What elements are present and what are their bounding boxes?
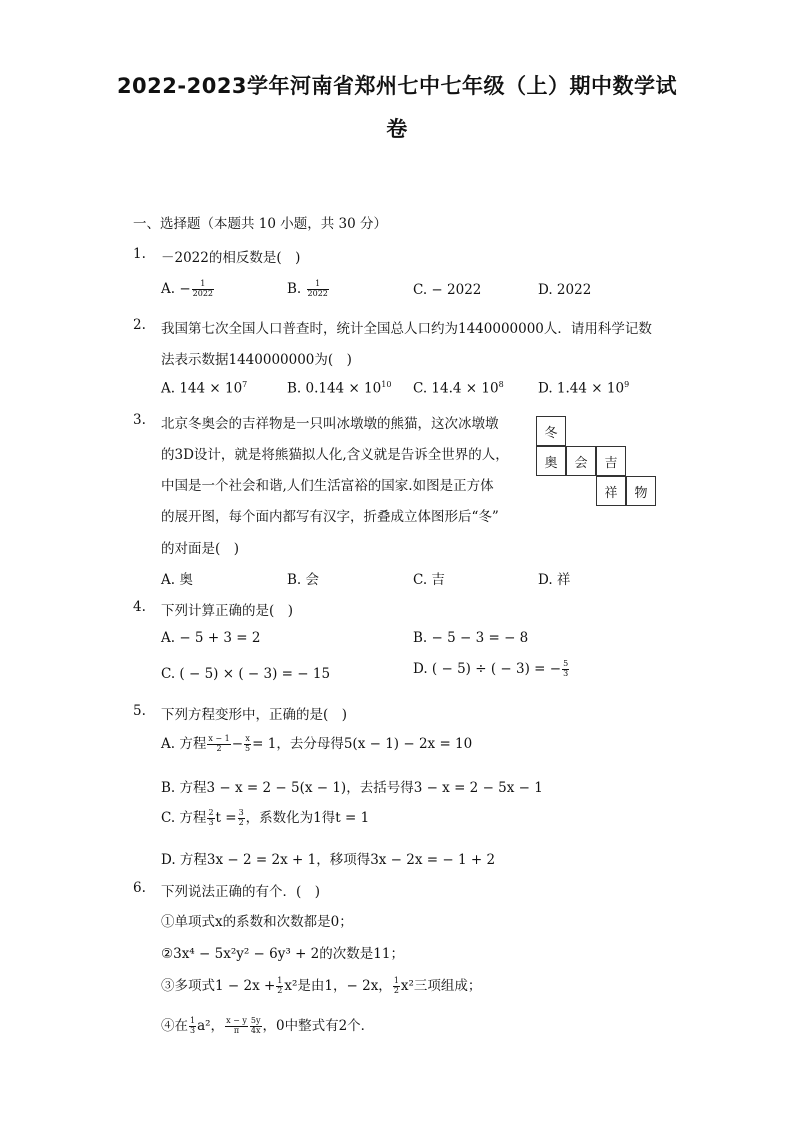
question-number: 3. xyxy=(133,412,146,428)
denominator: 5 xyxy=(245,744,251,753)
option-text: B. 0.144 × 10 xyxy=(287,380,382,397)
option-c: C. 吉 xyxy=(413,572,445,588)
question-number: 4. xyxy=(133,599,146,615)
page-title-continued: 卷 xyxy=(386,117,408,141)
option-c xyxy=(413,380,504,397)
statement-text: ④在 xyxy=(161,1018,188,1034)
numerator: x xyxy=(245,734,250,744)
fraction xyxy=(307,280,329,299)
option-d: D. 祥 xyxy=(538,572,571,588)
net-face: 吉 xyxy=(596,446,626,476)
option-label: B. xyxy=(287,280,302,297)
option-text: t = xyxy=(215,810,237,826)
question-stem: 下列方程变形中，正确的是( ) xyxy=(161,707,348,723)
question-stem: －2022的相反数是( ) xyxy=(161,250,301,266)
option-d xyxy=(413,660,570,679)
numerator: 5 xyxy=(563,659,569,668)
question-stem: 下列说法正确的有个．( ) xyxy=(161,884,321,900)
net-face: 冬 xyxy=(536,416,566,446)
option-a: A. − 5 + 3 = 2 xyxy=(161,630,261,646)
denominator: 4x xyxy=(250,1026,261,1035)
fraction xyxy=(244,735,251,754)
section-heading: 一、选择题（本题共 10 小题，共 30 分） xyxy=(133,216,388,232)
net-face: 祥 xyxy=(596,476,626,506)
numerator: 1 xyxy=(192,280,214,290)
option-b xyxy=(287,280,330,299)
operator: − xyxy=(231,736,244,752)
option-c: C. ( − 5) × ( − 3) = − 15 xyxy=(161,666,331,682)
question-stem-line: 中国是一个社会和谐,人们生活富裕的国家.如图是正方体 xyxy=(161,478,494,494)
numerator: 5y xyxy=(250,1016,261,1026)
numerator: x − y xyxy=(226,1016,247,1026)
option-b: B. 会 xyxy=(287,572,320,588)
numerator: 1 xyxy=(307,280,329,290)
numerator: x − 1 xyxy=(208,734,230,744)
option-text: A. 方程 xyxy=(161,736,207,752)
statement-1: ①单项式x的系数和次数都是0； xyxy=(161,914,353,930)
statement-text: ，0中整式有2个． xyxy=(262,1018,375,1034)
fraction xyxy=(238,809,245,828)
statement-text: x²三项组成； xyxy=(400,978,482,994)
question-stem-line: 的展开图，每个面内都写有汉字，折叠成立体图形后“冬” xyxy=(161,509,499,525)
fraction xyxy=(207,735,230,754)
fraction xyxy=(225,1017,248,1036)
question-number: 5. xyxy=(133,703,146,719)
option-text: A. 144 × 10 xyxy=(161,380,243,397)
option-d xyxy=(538,380,629,397)
numerator: 2 xyxy=(208,808,214,818)
numerator: 3 xyxy=(238,808,244,818)
statement-text: a²， xyxy=(197,1018,225,1034)
minus-sign: − xyxy=(179,280,191,297)
option-b: B. − 5 − 3 = − 8 xyxy=(413,630,529,646)
denominator: 2 xyxy=(216,744,222,753)
question-number: 2. xyxy=(133,317,146,333)
statement-3 xyxy=(161,974,481,996)
numerator: 1 xyxy=(277,976,283,986)
question-stem-line: 法表示数据1440000000为( ) xyxy=(161,352,352,368)
option-c: C. − 2022 xyxy=(413,282,482,298)
denominator: 2 xyxy=(238,818,244,827)
net-face: 物 xyxy=(626,476,656,506)
fraction xyxy=(250,1017,262,1036)
exponent: 7 xyxy=(242,380,248,389)
denominator: 3 xyxy=(208,818,214,827)
option-b: B. 方程3 − x = 2 − 5(x − 1)，去括号得3 − x = 2 − 5x − 1 xyxy=(161,780,543,796)
option-text: C. 方程 xyxy=(161,810,207,826)
option-a: A. 奥 xyxy=(161,572,193,588)
fraction xyxy=(393,977,400,996)
denominator: 3 xyxy=(563,668,569,678)
question-stem-line: 我国第七次全国人口普查时，统计全国总人口约为1440000000人．请用科学记数 xyxy=(161,321,652,337)
page-title: 2022-2023学年河南省郑州七中七年级（上）期中数学试 xyxy=(116,74,678,98)
question-number: 1. xyxy=(133,246,146,262)
denominator: 2022 xyxy=(192,288,214,298)
statement-text: ③多项式1 − 2x + xyxy=(161,978,276,994)
denominator: 2 xyxy=(277,986,283,995)
fraction xyxy=(192,280,214,299)
option-text: = 1，去分母得5(x − 1) − 2x = 10 xyxy=(252,736,473,752)
cube-net-figure xyxy=(536,416,660,508)
exponent: 9 xyxy=(624,380,630,389)
fraction xyxy=(207,809,214,828)
fraction: $\frac{1}{3}$ xyxy=(190,1016,196,1035)
option-b xyxy=(287,380,391,397)
exponent: 10 xyxy=(381,380,392,389)
question-stem: 下列计算正确的是( ) xyxy=(161,603,294,619)
denominator: π xyxy=(233,1026,240,1035)
denominator: 2022 xyxy=(307,288,328,298)
exponent: 8 xyxy=(498,380,504,389)
option-d: D. 2022 xyxy=(538,282,592,298)
statement-text: x²是由1，− 2x， xyxy=(284,978,392,994)
denominator: 2 xyxy=(393,986,399,995)
option-text: D. ( − 5) ÷ ( − 3) = − xyxy=(413,660,562,677)
numerator: 1 xyxy=(393,976,399,986)
fraction xyxy=(276,977,283,996)
option-text: D. 1.44 × 10 xyxy=(538,380,625,397)
option-a xyxy=(161,380,247,397)
option-text: C. 14.4 × 10 xyxy=(413,380,499,397)
question-stem-line: 北京冬奥会的吉祥物是一只叫冰墩墩的熊猫，这次冰墩墩 xyxy=(161,416,499,432)
option-a xyxy=(161,280,215,299)
question-stem-line: 的3D设计，就是将熊猫拟人化,含义就是告诉全世界的人， xyxy=(161,447,509,463)
option-d: D. 方程3x − 2 = 2x + 1，移项得3x − 2x = − 1 + 2 xyxy=(161,852,496,868)
option-a xyxy=(161,732,472,754)
net-face: 会 xyxy=(566,446,596,476)
statement-2: ②3x⁴ − 5x²y² − 6y³ + 2的次数是11； xyxy=(161,946,404,962)
question-stem-line: 的对面是( ) xyxy=(161,541,240,557)
option-c xyxy=(161,806,369,828)
fraction xyxy=(562,660,569,679)
option-label: A. xyxy=(161,280,176,297)
question-number: 6. xyxy=(133,880,146,896)
net-face: 奥 xyxy=(536,446,566,476)
statement-4 xyxy=(161,1014,374,1036)
option-text: ，系数化为1得t = 1 xyxy=(245,810,370,826)
